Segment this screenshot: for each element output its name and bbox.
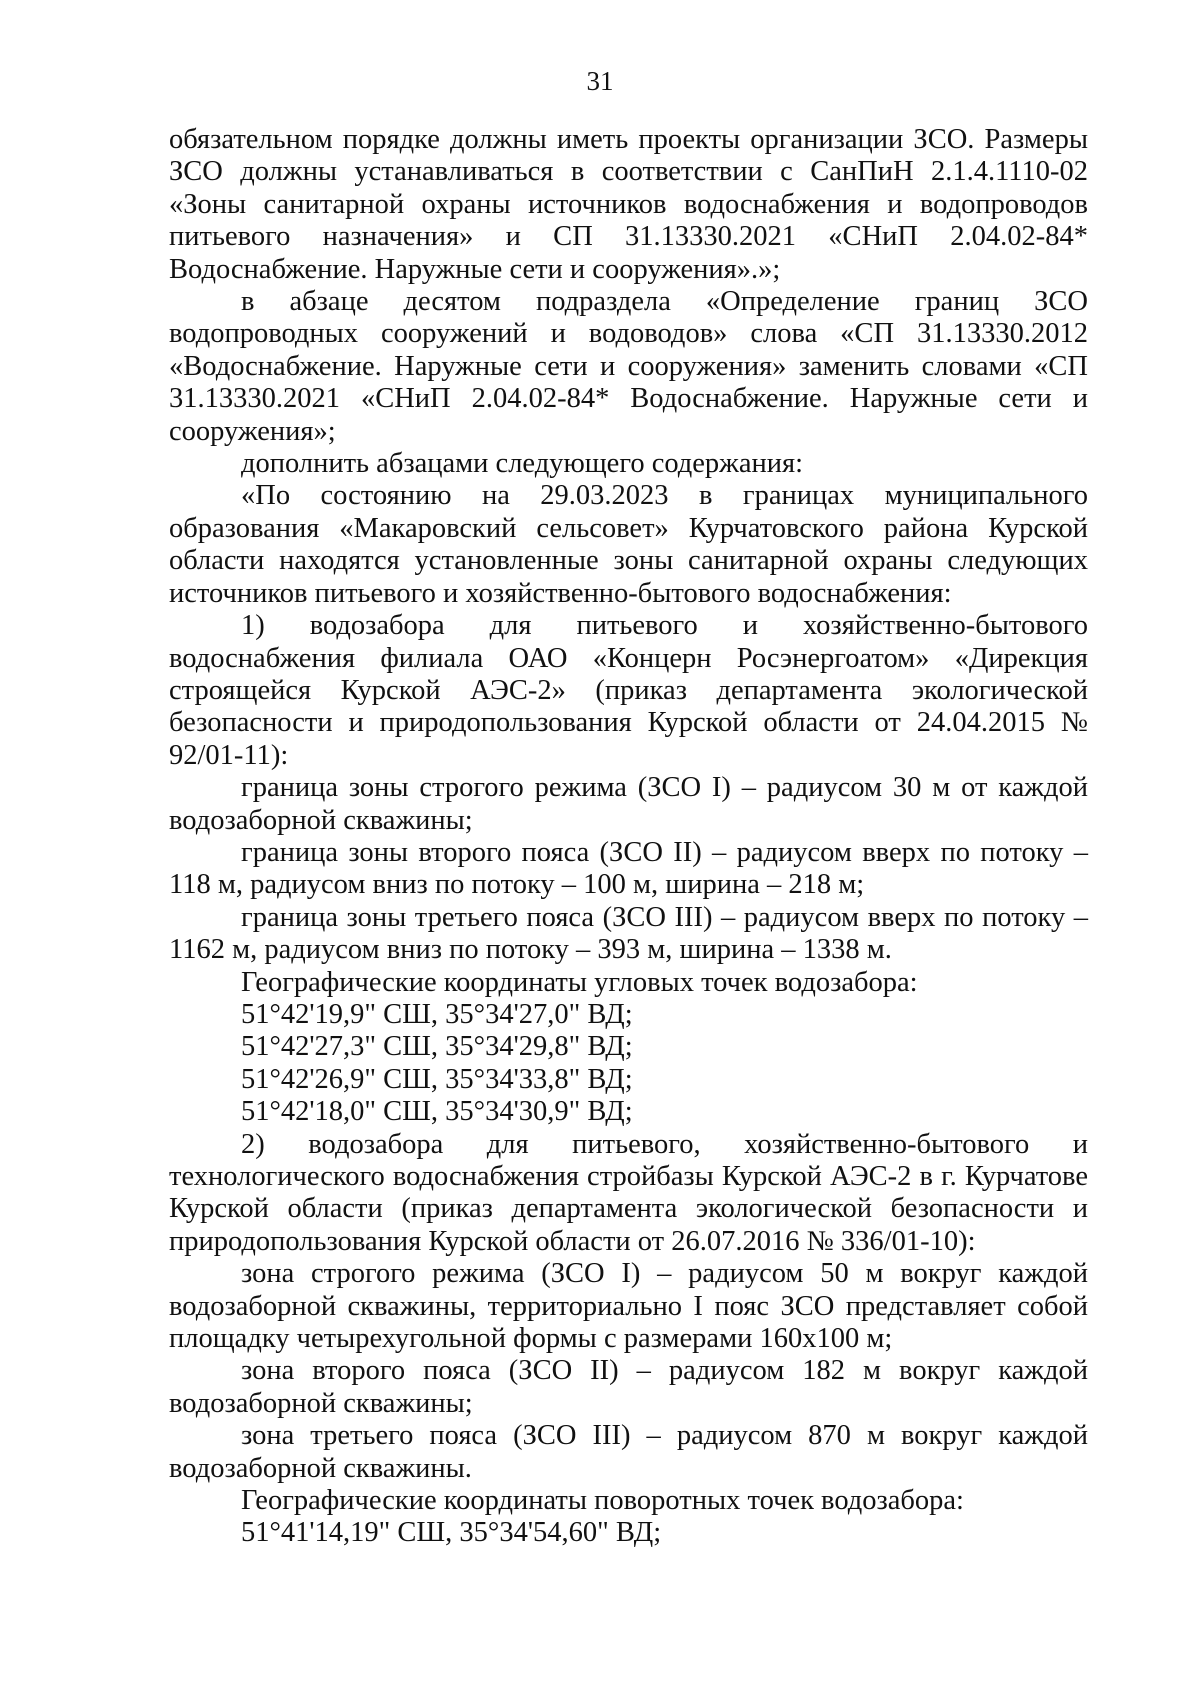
list-item-1-water-intake: 1) водозабора для питьевого и хозяйственно-бытового водоснабжения филиала ОАО «Концерн Росэнергоатом» «Дирекция строящейся Курской АЭС-2» (приказ департамента экологической безопасности и природопользования Курской области от 24.04.2015 № 92/01-11): <box>169 610 1088 771</box>
paragraph-status-intro: «По состоянию на 29.03.2023 в границах муниципального образования «Макаровский сельсовет» Курчатовского района Курской области находятся установленные зоны санитарной охраны следующих источников питьевого и хозяйственно-бытового водоснабжения: <box>169 480 1088 609</box>
zone-third-belt-1: граница зоны третьего пояса (ЗСО III) – радиусом вверх по потоку – 1162 м, радиусом вниз по потоку – 393 м, ширина – 1338 м. <box>169 901 1088 966</box>
coordinate-line: 51°42'26,9" СШ, 35°34'33,8" ВД; <box>241 1063 633 1095</box>
document-body <box>169 124 1088 1550</box>
coordinate-line: 51°42'18,0" СШ, 35°34'30,9" ВД; <box>241 1096 633 1128</box>
coordinates-heading-2: Географические координаты поворотных точек водозабора: <box>241 1485 964 1517</box>
zone-third-belt-2: зона третьего пояса (ЗСО III) – радиусом 870 м вокруг каждой водозаборной скважины. <box>169 1420 1088 1484</box>
page-number: 31 <box>586 66 614 96</box>
zone-strict-regime-1: граница зоны строгого режима (ЗСО I) – радиусом 30 м от каждой водозаборной скважины; <box>169 772 1088 836</box>
coordinate-line: 51°42'27,3" СШ, 35°34'29,8" ВД; <box>241 1031 633 1063</box>
zone-strict-regime-2: зона строгого режима (ЗСО I) – радиусом 50 м вокруг каждой водозаборной скважины, территориально I пояс ЗСО представляет собой площадку четырехугольной формы с размерами 160х100 м; <box>169 1258 1088 1355</box>
paragraph-amendment-tenth-abzac: в абзаце десятом подраздела «Определение границ ЗСО водопроводных сооружений и водоводов» слова «СП 31.13330.2012 «Водоснабжение. Наружные сети и сооружения» заменить словами «СП 31.13330.2021 «СНиП 2.04.02-84* Водоснабжение. Наружные сети и сооружения»; <box>169 286 1088 447</box>
zone-second-belt-2: зона второго пояса (ЗСО II) – радиусом 182 м вокруг каждой водозаборной скважины; <box>169 1355 1088 1419</box>
coordinate-line: 51°41'14,19" СШ, 35°34'54,60" ВД; <box>241 1517 662 1549</box>
zone-second-belt-1: граница зоны второго пояса (ЗСО II) – радиусом вверх по потоку – 118 м, радиусом вниз по потоку – 100 м, ширина – 218 м; <box>169 836 1088 901</box>
paragraph-continuation: обязательном порядке должны иметь проекты организации ЗСО. Размеры ЗСО должны устанавливаться в соответствии с СанПиН 2.1.4.1110-02 «Зоны санитарной охраны источников водоснабжения и водопроводов питьевого назначения» и СП 31.13330.2021 «СНиП 2.04.02-84* Водоснабжение. Наружные сети и сооружения».»; <box>169 124 1088 285</box>
paragraph-supplement-intro: дополнить абзацами следующего содержания: <box>241 448 804 480</box>
coordinates-heading-1: Географические координаты угловых точек водозабора: <box>241 966 918 998</box>
coordinate-line: 51°42'19,9" СШ, 35°34'27,0" ВД; <box>241 998 633 1030</box>
list-item-2-water-intake: 2) водозабора для питьевого, хозяйственно-бытового и технологического водоснабжения стройбазы Курской АЭС-2 в г. Курчатове Курской области (приказ департамента экологической безопасности и природопользования Курской области от 26.07.2016 № 336/01-10): <box>169 1128 1088 1257</box>
